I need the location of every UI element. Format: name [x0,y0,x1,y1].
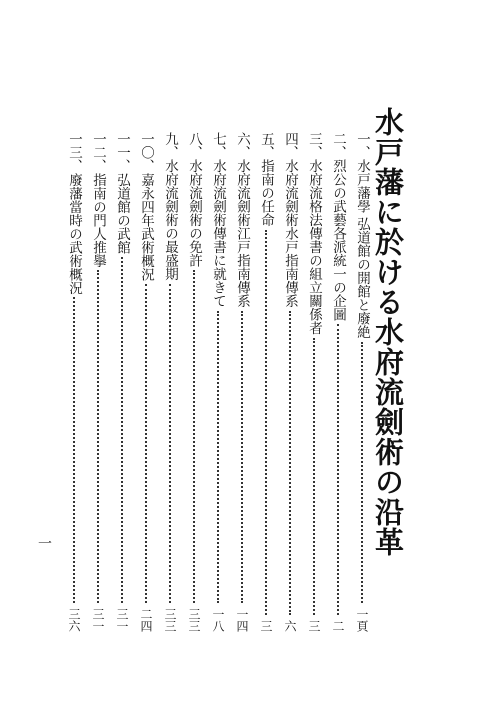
toc-entry-10 [138,132,154,632]
toc-entry-13 [66,132,82,632]
entry-title: 嘉永四年武術概況 [138,172,154,281]
page-title: 水戸藩に於ける水府流劍術の沿革 [371,107,405,557]
entry-title: 水府流劍術の免許 [186,159,202,267]
entry-page: 三三 [163,608,177,632]
entry-number: 四、 [282,132,298,159]
entry-page: 三 [259,620,273,632]
dot-leader [121,257,123,604]
entry-number: 一三、 [66,132,82,173]
toc-entry-9 [162,132,178,632]
entry-title: 指南の門人推擧 [90,172,106,267]
toc-entry-7 [210,132,226,632]
dot-leader [313,338,315,616]
entry-title: 水府流劍術の最盛期 [162,159,178,281]
dot-leader [169,284,171,604]
entry-number: 一、 [354,132,370,159]
entry-page: 三一 [91,608,105,632]
entry-page: 三六 [67,608,81,632]
entry-number: 七、 [210,132,226,159]
entry-title: 弘道館の武館 [114,172,130,254]
dot-leader [265,230,267,616]
entry-title: 水府流劍術江戸指南傳系 [234,159,250,308]
entry-page: 三 [307,620,321,632]
toc-entry-4 [282,132,298,632]
toc-entry-11 [114,132,130,632]
toc-entry-1 [354,132,370,632]
entry-number: 一〇、 [138,132,154,173]
dot-leader [73,297,75,603]
dot-leader [241,311,243,604]
toc-entry-3 [306,132,322,632]
entry-number: 一二、 [90,132,106,173]
entry-number: 三、 [306,132,322,159]
entry-title: 廢藩當時の武術概況 [66,172,82,294]
dot-leader [97,270,99,603]
entry-page: 二 [331,620,345,632]
entry-page: 一八 [211,608,225,632]
dot-leader [217,311,219,604]
entry-page: 一四 [235,608,249,632]
entry-page: 一頁 [355,608,369,632]
entry-page: 三一 [115,608,129,632]
entry-page: 三三 [187,608,201,632]
entry-number: 九、 [162,132,178,159]
toc-entry-2 [330,132,346,632]
entry-title: 指南の任命 [258,159,274,227]
entry-title: 水府流劍術傳書に就きて [210,159,226,308]
entry-number: 二、 [330,132,346,159]
page-number: 一 [36,536,52,550]
toc-entry-8 [186,132,202,632]
entry-title: 水戸藩學 弘道館の開館と廢絶 [354,159,370,339]
entry-page: 二四 [139,608,153,632]
dot-leader [337,324,339,615]
dot-leader [193,270,195,603]
toc-entry-5 [258,132,274,632]
entry-title: 水府流劍術水戸指南傳系 [282,159,298,308]
dot-leader [145,284,147,604]
toc-entry-12 [90,132,106,632]
entry-number: 一一、 [114,132,130,173]
entry-title: 烈公の武藝各派統一の企圖 [330,159,346,321]
entry-number: 五、 [258,132,274,159]
entry-number: 六、 [234,132,250,159]
toc-entry-6 [234,132,250,632]
entry-number: 八、 [186,132,202,159]
entry-title: 水府流格法傳書の組立關係者 [306,159,322,335]
dot-leader [289,311,291,616]
entry-page: 六 [283,620,297,632]
dot-leader [361,342,363,603]
